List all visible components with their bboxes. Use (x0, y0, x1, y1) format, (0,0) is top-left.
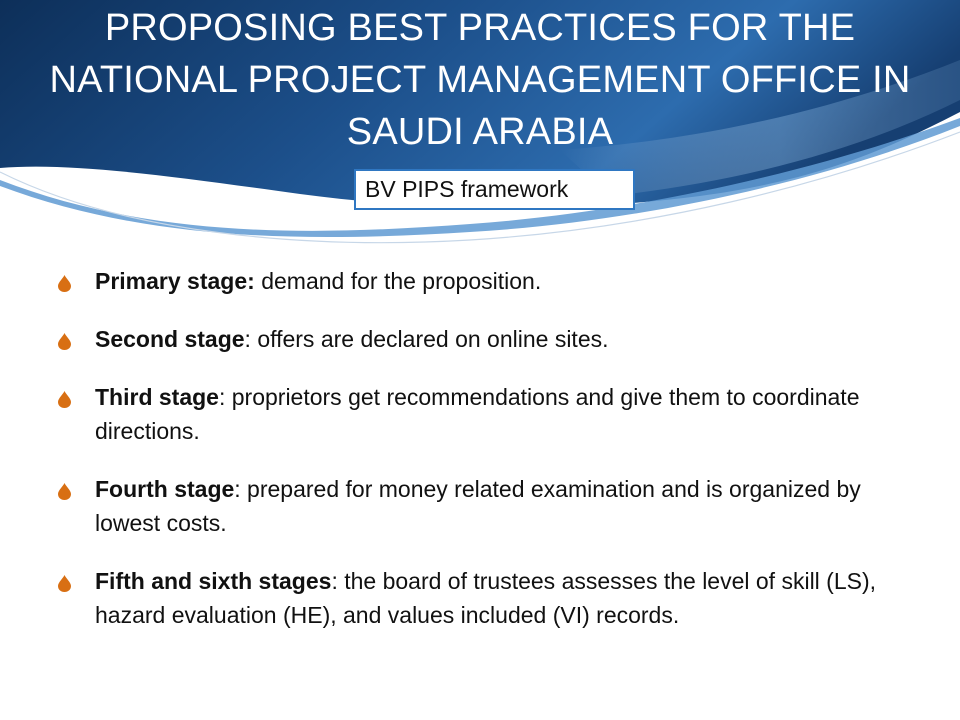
bullet-text: : proprietors get recommendations and give them to coordinate directions. (95, 384, 860, 444)
bullet-text: : offers are declared on online sites. (244, 326, 609, 352)
leaf-bullet-icon (58, 575, 71, 592)
bullet-text: demand for the proposition. (254, 268, 542, 294)
leaf-bullet-icon (58, 391, 71, 408)
bullet-item-fourth-stage (58, 472, 878, 540)
leaf-bullet-icon (58, 333, 71, 350)
bullet-item-third-stage (58, 380, 878, 448)
bullet-label: Primary stage: (95, 268, 255, 294)
subtitle-box: BV PIPS framework (354, 169, 635, 210)
bullet-label: Third stage (95, 384, 219, 410)
bullet-label: Fourth stage (95, 476, 235, 502)
bullet-text: : prepared for money related examination and is organized by lowest costs. (95, 476, 861, 536)
bullet-item-second-stage (58, 322, 878, 356)
bullet-text: : the board of trustees assesses the level of skill (LS), hazard evaluation (HE), and values included (VI) records. (95, 568, 877, 628)
slide-title: PROPOSING BEST PRACTICES FOR THE NATIONAL PROJECT MANAGEMENT OFFICE IN SAUDI ARABIA (49, 7, 911, 153)
bullet-label: Fifth and sixth stages (95, 568, 332, 594)
bullet-item-fifth-sixth-stages (58, 564, 878, 632)
leaf-bullet-icon (58, 275, 71, 292)
bullet-label: Second stage (95, 326, 245, 352)
bullet-list (58, 264, 878, 656)
bullet-item-primary-stage (58, 264, 878, 298)
leaf-bullet-icon (58, 483, 71, 500)
